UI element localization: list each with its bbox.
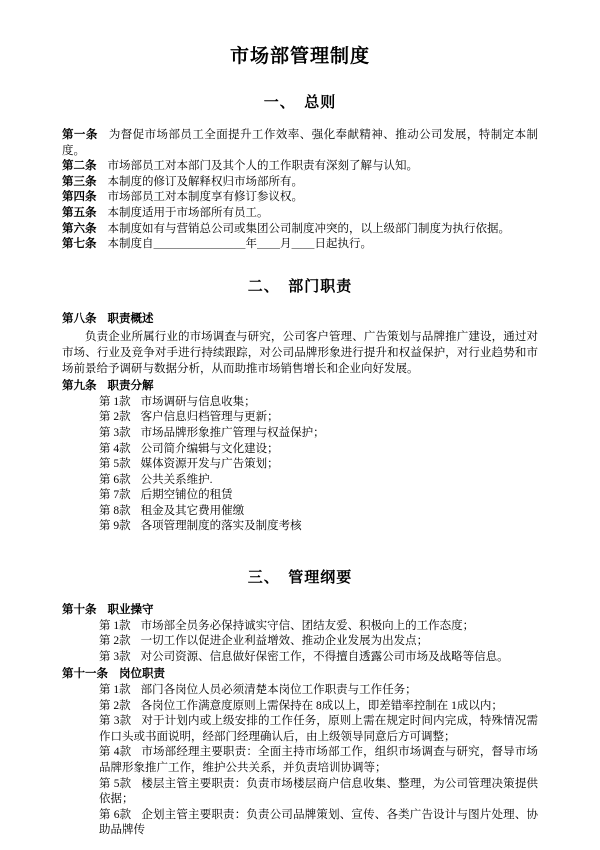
article (62, 175, 538, 191)
clause-text: 楼层主管主要职责：负责市场楼层商户信息收集、整理，为公司管理决策提供依据； (99, 777, 539, 806)
article-head (62, 190, 538, 206)
clause-item (99, 473, 538, 489)
clause-item (99, 634, 538, 650)
clause-number: 第 3款 (99, 715, 132, 728)
document-section (62, 94, 538, 253)
article (62, 312, 538, 377)
article (62, 128, 538, 159)
clause-item (99, 699, 538, 715)
document-section (62, 569, 538, 839)
clause-item (99, 619, 538, 635)
clause-text: 市场调研与信息收集； (140, 395, 256, 408)
article-label: 第九条 (62, 380, 97, 393)
clause-text: 公共关系维护. (140, 473, 213, 486)
article-paragraph: 负责企业所属行业的市场调查与研究，公司客户管理、广告策划与品牌推广建设，通过对市场、行业及竞争对手进行持续跟踪，对公司品牌形象进行提升和权益保护，对行业趋势和市场前景给予调研与数据分析，从而助推市场销售增长和企业向好发展。 (62, 331, 538, 375)
clause-text: 一切工作以促进企业利益增效、推动企业发展为出发点； (140, 635, 429, 648)
clause-item (99, 683, 538, 699)
section-heading: 三、 管理纲要 (247, 570, 353, 587)
clause-text: 媒体资源开发与广告策划； (140, 458, 279, 471)
article-label: 第五条 (62, 206, 97, 219)
clause-text: 后期空铺位的租赁 (140, 489, 233, 502)
clause-number: 第 9款 (99, 520, 131, 533)
article (62, 603, 538, 665)
article-subtitle: 岗位职责 (119, 668, 165, 681)
clause-text: 企划主管主要职责：负责公司品牌策划、宣传、各类广告设计与图片处理、协助品牌传 (99, 808, 539, 837)
document-title: 市场部管理制度 (229, 46, 370, 67)
article-text: 市场部员工对本部门及其个人的工作职责有深刻了解与认知。 (107, 160, 418, 173)
clause-text: 部门各岗位人员必须清楚本岗位工作职责与工作任务； (140, 684, 417, 697)
article (62, 667, 538, 839)
section-heading: 二、 部门职责 (247, 278, 353, 295)
article-head (62, 312, 538, 328)
clause-number: 第 4款 (99, 442, 131, 455)
clause-number: 第 5款 (99, 777, 132, 790)
clause-number: 第 1款 (99, 619, 131, 632)
clause-text: 客户信息归档管理与更新； (140, 411, 279, 424)
clause-text: 市场品牌形象推广管理与权益保护； (140, 426, 325, 439)
article-head (62, 206, 538, 222)
clause-text: 公司简介编辑与文化建设； (140, 442, 279, 455)
clause-number: 第 8款 (99, 504, 131, 517)
clause-text: 各项管理制度的落实及制度考核 (140, 520, 302, 533)
article-subtitle: 职责概述 (107, 312, 154, 325)
clause-text: 对于计划内或上级安排的工作任务，原则上需在规定时间内完成，特殊情况需作口头或书面说明，经部门经理确认后，由上级领导同意后方可调整； (99, 715, 539, 743)
article-label: 第四条 (62, 191, 97, 204)
clause-item (99, 777, 538, 808)
article-label: 第六条 (62, 222, 97, 235)
article-text: 市场部员工对本制度享有修订参议权。 (107, 191, 303, 204)
clause-number: 第 3款 (99, 650, 131, 663)
clause-item (99, 395, 538, 411)
article-head (62, 159, 538, 175)
clause-number: 第 2款 (99, 411, 131, 424)
clause-item (99, 442, 538, 458)
article-subtitle: 职责分解 (107, 380, 154, 393)
clause-number: 第 2款 (99, 699, 131, 712)
clause-number: 第 5款 (99, 458, 131, 471)
article-head (62, 222, 538, 238)
clause-list (62, 619, 538, 666)
article-head (62, 603, 538, 619)
article-text: 本制度自＿＿＿＿＿＿＿＿年＿＿月＿＿日起执行。 (107, 238, 372, 251)
clause-text: 各岗位工作满意度原则上需保持在 8成以上，即差错率控制在 1成以内； (140, 699, 503, 712)
article-head (62, 128, 538, 159)
clause-item (99, 745, 538, 776)
clause-item (99, 457, 538, 473)
article-label: 第七条 (62, 238, 97, 251)
article (62, 379, 538, 535)
article-label: 第三条 (62, 175, 97, 188)
clause-number: 第 6款 (99, 808, 132, 821)
article-text: 为督促市场部员工全面提升工作效率、强化奉献精神、推动公司发展，特制定本制度。 (62, 129, 539, 157)
clause-number: 第 4款 (99, 746, 132, 759)
clause-number: 第 1款 (99, 684, 131, 697)
article-label: 第十条 (62, 604, 97, 617)
article-head (62, 175, 538, 191)
clause-item (99, 519, 538, 535)
clause-item (99, 488, 538, 504)
clause-item (99, 504, 538, 520)
article (62, 190, 538, 206)
clause-text: 市场部经理主要职责：全面主持市场部工作，组织市场调查与研究，督导市场品牌形象推广工作，维护公共关系，并负责培训协调等； (99, 746, 539, 774)
article (62, 159, 538, 175)
clause-item (99, 426, 538, 442)
clause-text: 租金及其它费用催缴 (140, 504, 245, 517)
article-text: 本制度如有与营销总公司或集团公司制度冲突的，以上级部门制度为执行依据。 (107, 222, 510, 235)
article-label: 第十一条 (62, 668, 108, 681)
clause-item (99, 650, 538, 666)
article-label: 第八条 (62, 312, 97, 325)
clause-item (99, 410, 538, 426)
article-head (62, 667, 538, 683)
article-text: 本制度适用于市场部所有员工。 (107, 206, 269, 219)
article-label: 第一条 (62, 129, 98, 141)
section-heading: 一、 总则 (263, 95, 337, 111)
document-section (62, 278, 538, 535)
article (62, 222, 538, 238)
clause-list (62, 395, 538, 535)
clause-number: 第 2款 (99, 635, 131, 648)
article (62, 206, 538, 222)
clause-number: 第 3款 (99, 426, 131, 439)
clause-number: 第 6款 (99, 473, 131, 486)
article-label: 第二条 (62, 160, 97, 173)
article (62, 237, 538, 253)
clause-item (99, 808, 538, 839)
clause-text: 市场部全员务必保持诚实守信、团结友爱、积极向上的工作态度； (140, 619, 475, 632)
clause-number: 第 7款 (99, 489, 131, 502)
clause-number: 第 1款 (99, 395, 131, 408)
clause-list (62, 683, 538, 839)
document-body (62, 94, 538, 839)
clause-item (99, 714, 538, 745)
article-head (62, 237, 538, 253)
article-head (62, 379, 538, 395)
clause-text: 对公司资源、信息做好保密工作，不得擅自透露公司市场及战略等信息。 (140, 650, 509, 663)
article-subtitle: 职业操守 (107, 604, 154, 617)
article-text: 本制度的修订及解释权归市场部所有。 (107, 175, 303, 188)
